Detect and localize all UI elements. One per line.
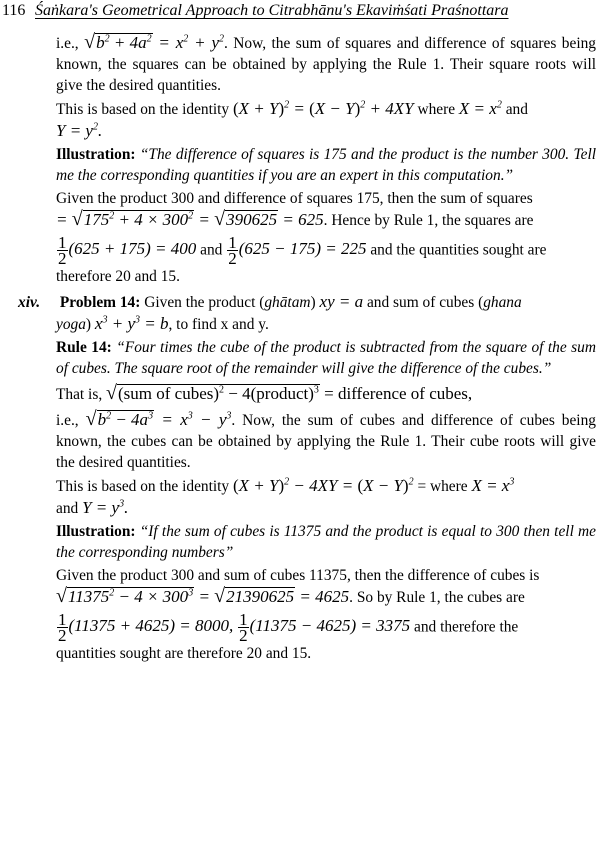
problem-text-3: and sum of cubes ( (366, 294, 484, 311)
equation-sum-cubes: $x^3 + y^3 = b$ (94, 314, 169, 333)
paragraph-ie-squares (18, 32, 596, 96)
ghatam-term: ghātam (264, 294, 311, 311)
ie-label: i.e., (56, 35, 79, 52)
paragraph-problem-14 (18, 291, 596, 335)
given-text-2: Given the product 300 and sum of cubes 11375, then the difference of cubes is (56, 567, 540, 584)
ie-text: . Now, the sum of squares and difference of squares being known, the squares can be obtained by applying the Rule 1. Their square roots will give the desired quantities. (56, 35, 596, 94)
final-text-1: therefore 20 and 15. (56, 268, 180, 285)
rule-text: “Four times the cube of the product is subtracted from the square of the sum of cubes. The square root of the remainder will give the difference of the cubes.” (56, 339, 596, 377)
paragraph-given-2 (18, 565, 596, 608)
given-text: Given the product 300 and difference of squares 175, then the sum of squares (56, 190, 533, 207)
problem-number: xiv. (18, 294, 41, 311)
equation-frac-2: $\frac{1}{2}$ (625 − 175) = 225 (228, 233, 367, 268)
page-number: 116 (2, 2, 26, 19)
thatis-text: That is, (56, 386, 103, 403)
and-text-3: and (56, 500, 79, 517)
problem-label: Problem 14: (59, 294, 141, 311)
paragraph-illustration-1 (18, 144, 596, 186)
equation-identity-squares: $(X + Y)^2 = (X - Y)^2 + 4XY$ (232, 99, 414, 118)
problem-text-5: , to find x and y. (168, 316, 269, 333)
equation-where-x: $X = x^2$ (458, 99, 502, 118)
where-text: where (417, 101, 456, 118)
illustration-label-2: Illustration: (56, 523, 136, 540)
paragraph-ie-cubes (18, 409, 596, 473)
equation-where-y: $Y = y^2$. (56, 121, 103, 140)
and-text: and (505, 101, 528, 118)
rule-label: Rule 14: (56, 339, 112, 356)
paragraph-fractions-2 (18, 612, 596, 664)
paragraph-identity-squares (18, 98, 596, 142)
problem-text-1: Given the product ( (144, 294, 265, 311)
ie-label-2: i.e., (56, 412, 79, 429)
calc-tail: . Hence by Rule 1, the squares are (323, 212, 534, 229)
identity-text: This is based on the identity (56, 101, 230, 118)
paragraph-rule-14 (18, 337, 596, 379)
problem-text-4: ) (85, 316, 92, 333)
and-text-2: and (200, 241, 223, 259)
illustration-label: Illustration: (56, 146, 136, 163)
equation-frac-4: $\frac{1}{2}$ (11375 − 4625) = 3375 (239, 610, 411, 645)
yoga-term: yoga (56, 316, 86, 333)
equation-that-is: √(sum of cubes)$^2$ − 4(product)$^3$ = difference of cubes, (106, 382, 473, 404)
equation-where-x-2: $X = x^3$ (471, 476, 515, 495)
equation-calc-1: = $√175^2 + 4 \times 300^2 = √390625 = 625$ (56, 208, 324, 230)
ie-text-2: . Now, the sum of cubes and difference of cubes being known, the cubes can be obtained by applying the Rule 1. Their cube roots will give the desired quantities. (56, 412, 596, 471)
equation-where-y-2: $Y = y^3$. (82, 498, 129, 517)
equation-calc-2: $√11375^2 - 4 \times 300^3 = √21390625 = 4625$ (56, 585, 350, 607)
paragraph-given-1 (18, 188, 596, 231)
page-body (18, 32, 596, 666)
frac-tail: and the quantities sought are (370, 241, 547, 259)
final-text-2: quantities sought are therefore 20 and 15. (56, 645, 312, 662)
paragraph-identity-cubes (18, 475, 596, 519)
frac-tail-2: and therefore the (414, 618, 519, 636)
equation-frac-1: $\frac{1}{2}$ (625 + 175) = 400 (58, 233, 197, 268)
equation-identity-cubes: $(X + Y)^2 - 4XY = (X - Y)^2$ (232, 476, 414, 495)
page-header (0, 2, 598, 24)
illustration-text: “The difference of squares is 175 and the product is the number 300. Tell me the corresponding quantities if you are an expert in this computation.” (56, 146, 596, 184)
paragraph-fractions-1 (18, 235, 596, 287)
equation-product: xy = a (319, 292, 364, 311)
equation-ie-squares: $√b^2 + 4a^2 = x^2 + y^2$ (84, 31, 225, 53)
running-title: Śaṅkara's Geometrical Approach to Citrabhānu's Ekaviṁśati Praśnottara (35, 2, 509, 19)
illustration-text-2: “If the sum of cubes is 11375 and the product is equal to 300 then tell me the corresponding numbers” (56, 523, 596, 561)
calc-tail-2: . So by Rule 1, the cubes are (349, 589, 525, 606)
equation-frac-3: $\frac{1}{2}$ (11375 + 4625) = 8000, (58, 610, 234, 645)
ghana-term: ghana (483, 294, 522, 311)
problem-text-2: ) (310, 294, 316, 311)
paragraph-illustration-2 (18, 521, 596, 563)
paragraph-that-is (18, 383, 596, 405)
where-text-2: = where (417, 478, 468, 495)
equation-ie-cubes: $√b^2 - 4a^3 = x^3 - y^3$ (85, 408, 232, 430)
identity-text-2: This is based on the identity (56, 478, 230, 495)
